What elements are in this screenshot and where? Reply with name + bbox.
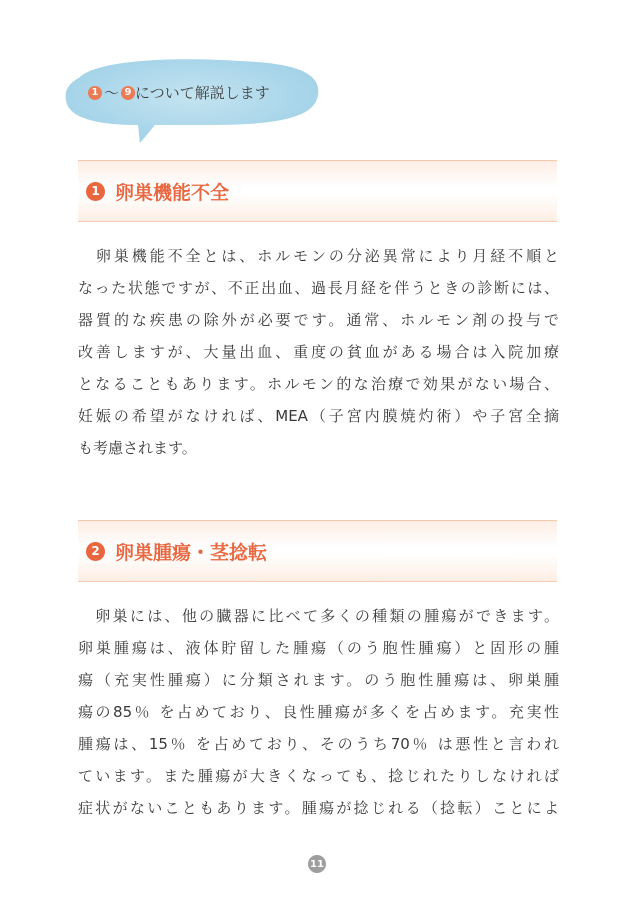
paragraph-line: も考慮されます。 [78,439,197,457]
section-title: 卵巣機能不全 [115,181,230,204]
paragraph-line: 卵巣機能不全とは、ホルモンの分泌異常により月経不順と [78,247,559,265]
number-badge-end: 9 [121,86,135,100]
section-header-2 [78,520,557,582]
paragraph-line: 症状がないこともあります。腫瘍が捻じれる（捻転）ことによ [78,799,559,817]
callout-label: について解説します [135,84,270,102]
section-number-badge: 2 [86,542,105,561]
callout-text [88,82,270,103]
paragraph-line: 瘍の85％ を占めており、良性腫瘍が多くを占めます。充実性 [78,703,559,721]
paragraph-line: 器質的な疾患の除外が必要です。通常、ホルモン剤の投与で [78,311,559,329]
paragraph-line: となることもあります。ホルモン的な治療で効果がない場合、 [78,375,559,393]
paragraph-line: 妊娠の希望がなければ、MEA（子宮内膜焼灼術）や子宮全摘 [78,407,559,425]
section-header-1 [78,160,557,222]
number-badge-start: 1 [88,86,102,100]
paragraph-line: 腫瘍は、15％ を占めており、そのうち70％ は悪性と言われ [78,735,559,753]
section-2-body [78,600,559,824]
tilde: 〜 [104,84,120,102]
paragraph-line: 卵巣には、他の臓器に比べて多くの種類の腫瘍ができます。 [78,607,559,625]
page-number: 11 [308,855,326,873]
paragraph-line: 瘍（充実性腫瘍）に分類されます。のう胞性腫瘍は、卵巣腫 [78,671,559,689]
paragraph-line: 卵巣腫瘍は、液体貯留した腫瘍（のう胞性腫瘍）と固形の腫 [78,639,559,657]
paragraph-line: なった状態ですが、不正出血、過長月経を伴うときの診断には、 [78,279,559,297]
callout-bubble [60,55,330,147]
paragraph-line: ています。また腫瘍が大きくなっても、捻じれたりしなければ [78,767,559,785]
section-title: 卵巣腫瘍・茎捻転 [115,541,268,564]
paragraph-line: 改善しますが、大量出血、重度の貧血がある場合は入院加療 [78,343,559,361]
section-number-badge: 1 [86,182,105,201]
section-1-body [78,240,559,464]
